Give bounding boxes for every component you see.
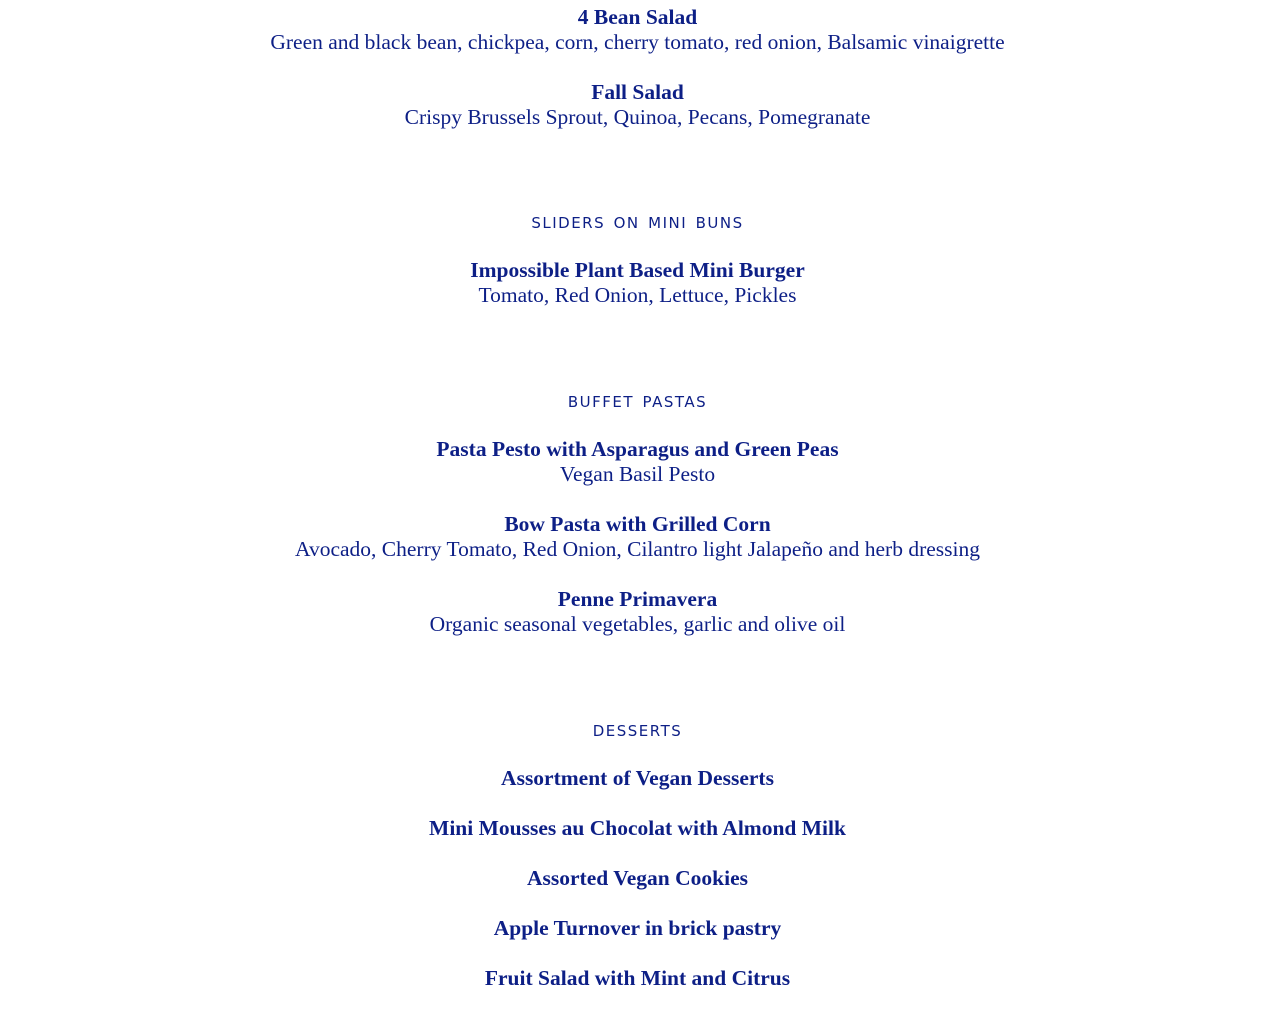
dessert-item-name: Fruit Salad with Mint and Citrus <box>484 966 791 990</box>
menu-item-name: Fall Salad <box>591 80 684 104</box>
menu-item-name: Penne Primavera <box>557 587 718 611</box>
spacer <box>0 637 1275 716</box>
menu-item <box>0 5 1275 55</box>
menu-item-description: Vegan Basil Pesto <box>559 462 716 486</box>
menu-item-name: Bow Pasta with Grilled Corn <box>504 512 771 536</box>
dessert-item-name: Assortment of Vegan Desserts <box>501 766 774 790</box>
menu-item <box>0 437 1275 487</box>
dessert-item-name: Assorted Vegan Cookies <box>527 866 748 890</box>
menu-item-name: 4 Bean Salad <box>577 5 698 29</box>
menu-item-name: Impossible Plant Based Mini Burger <box>470 258 805 282</box>
spacer <box>0 562 1275 587</box>
spacer <box>0 415 1275 437</box>
spacer <box>0 308 1275 387</box>
menu-item-description: Organic seasonal vegetables, garlic and olive oil <box>429 612 846 636</box>
spacer <box>0 487 1275 512</box>
spacer <box>0 236 1275 258</box>
section-title-pastas: buffet pastas <box>567 388 708 413</box>
spacer <box>0 55 1275 80</box>
menu-item <box>0 512 1275 562</box>
menu-item-description: Avocado, Cherry Tomato, Red Onion, Cilantro light Jalapeño and herb dressing <box>295 537 980 561</box>
spacer <box>0 130 1275 208</box>
menu-item <box>0 80 1275 130</box>
menu-item-description: Green and black bean, chickpea, corn, cherry tomato, red onion, Balsamic vinaigrette <box>270 30 1005 54</box>
spacer <box>0 791 1275 816</box>
menu-item <box>0 258 1275 308</box>
menu-page <box>0 5 1275 991</box>
section-title-sliders: sliders on mini buns <box>531 209 744 234</box>
spacer <box>0 744 1275 766</box>
menu-item-description: Crispy Brussels Sprout, Quinoa, Pecans, Pomegranate <box>404 105 871 129</box>
dessert-item-name: Mini Mousses au Chocolat with Almond Milk <box>429 816 846 840</box>
spacer <box>0 891 1275 916</box>
menu-item-description: Tomato, Red Onion, Lettuce, Pickles <box>478 283 797 307</box>
spacer <box>0 941 1275 966</box>
spacer <box>0 841 1275 866</box>
dessert-item-name: Apple Turnover in brick pastry <box>493 916 782 940</box>
menu-item <box>0 587 1275 637</box>
menu-item-name: Pasta Pesto with Asparagus and Green Peas <box>436 437 839 461</box>
section-title-desserts: desserts <box>592 717 683 742</box>
